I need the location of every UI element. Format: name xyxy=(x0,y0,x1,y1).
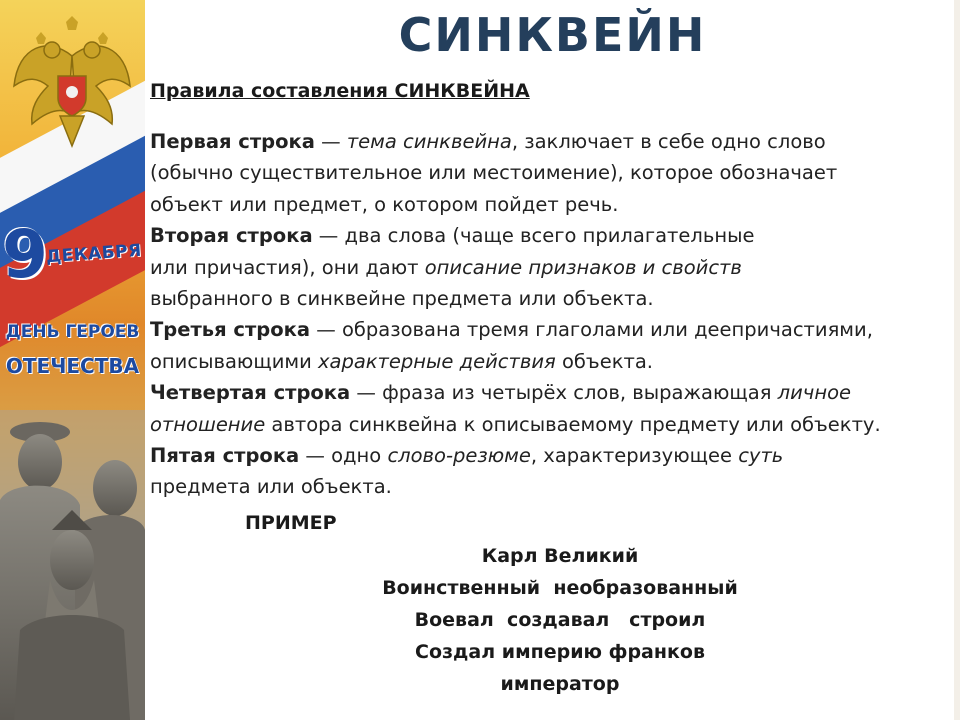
rule-text: , заключает в себе одно слово xyxy=(511,130,826,153)
rule-line xyxy=(150,252,958,283)
rule-label: Первая строка xyxy=(150,130,315,153)
rule-text: — фраза из четырёх слов, выражающая xyxy=(350,381,778,405)
rule-line xyxy=(150,440,958,471)
banner-title-line2: ОТЕЧЕСТВА xyxy=(5,354,140,378)
rule-text: , характеризующее xyxy=(530,444,739,468)
rule-line: (обычно существительное или местоимение), которое обозначает xyxy=(150,161,838,185)
rule-line xyxy=(150,409,958,440)
rule-emphasis: тема синквейна xyxy=(346,130,512,153)
rule-label: Пятая строка xyxy=(150,444,300,468)
example-line: Карл Великий xyxy=(481,545,639,567)
rule-text: объекта. xyxy=(555,349,653,373)
example-cinquain xyxy=(360,540,760,700)
rule-line: выбранного в синквейне предмета или объекта. xyxy=(150,287,654,311)
banner-title-line1: ДЕНЬ ГЕРОЕВ xyxy=(5,322,140,342)
rule-label: Четвертая строка xyxy=(150,381,351,405)
rule-line: объект или предмет, о котором пойдет речь. xyxy=(150,192,619,216)
rule-text: или причастия), они дают xyxy=(150,255,425,279)
rule-emphasis: личное xyxy=(777,381,851,405)
rule-line xyxy=(150,377,958,408)
date-month: ДЕКАБРЯ xyxy=(45,240,143,268)
rule-text: описывающими xyxy=(150,349,318,373)
rule-line: предмета или объекта. xyxy=(150,475,392,499)
rule-text: — образована тремя глаголами или деепричастиями, xyxy=(310,318,873,342)
example-line: Воевал создавал строил xyxy=(414,609,706,631)
rule-emphasis: характерные действия xyxy=(317,349,556,373)
rule-line xyxy=(150,220,958,251)
page-title: СИНКВЕЙН xyxy=(398,8,707,62)
double-headed-eagle-icon xyxy=(8,16,136,156)
rule-emphasis: слово-резюме xyxy=(387,444,531,468)
example-line: Воинственный необразованный xyxy=(382,577,738,599)
rule-emphasis: отношение xyxy=(150,412,266,436)
example-heading: ПРИМЕР xyxy=(245,512,337,534)
rule-emphasis: суть xyxy=(738,444,784,468)
section-subtitle: Правила составления СИНКВЕЙНА xyxy=(150,80,530,102)
example-line: Создал империю франков xyxy=(415,641,705,663)
holiday-banner xyxy=(0,0,145,720)
heroes-statues-image xyxy=(0,410,145,720)
date-number: 9 xyxy=(2,216,48,293)
rule-text: автора синквейна к описываемому предмету или объекту. xyxy=(265,412,881,436)
rule-emphasis: описание признаков и свойств xyxy=(424,255,742,279)
example-line: император xyxy=(500,673,620,695)
rule-line xyxy=(150,314,958,345)
rule-text: — два слова (чаще всего прилагательные xyxy=(312,224,755,248)
rules-text xyxy=(150,126,958,503)
rule-label: Третья строка xyxy=(150,318,311,342)
rule-text: — xyxy=(314,130,347,153)
rule-line xyxy=(150,126,958,157)
rule-line xyxy=(150,346,958,377)
rule-text: — одно xyxy=(299,444,388,468)
rule-label: Вторая строка xyxy=(150,224,313,248)
